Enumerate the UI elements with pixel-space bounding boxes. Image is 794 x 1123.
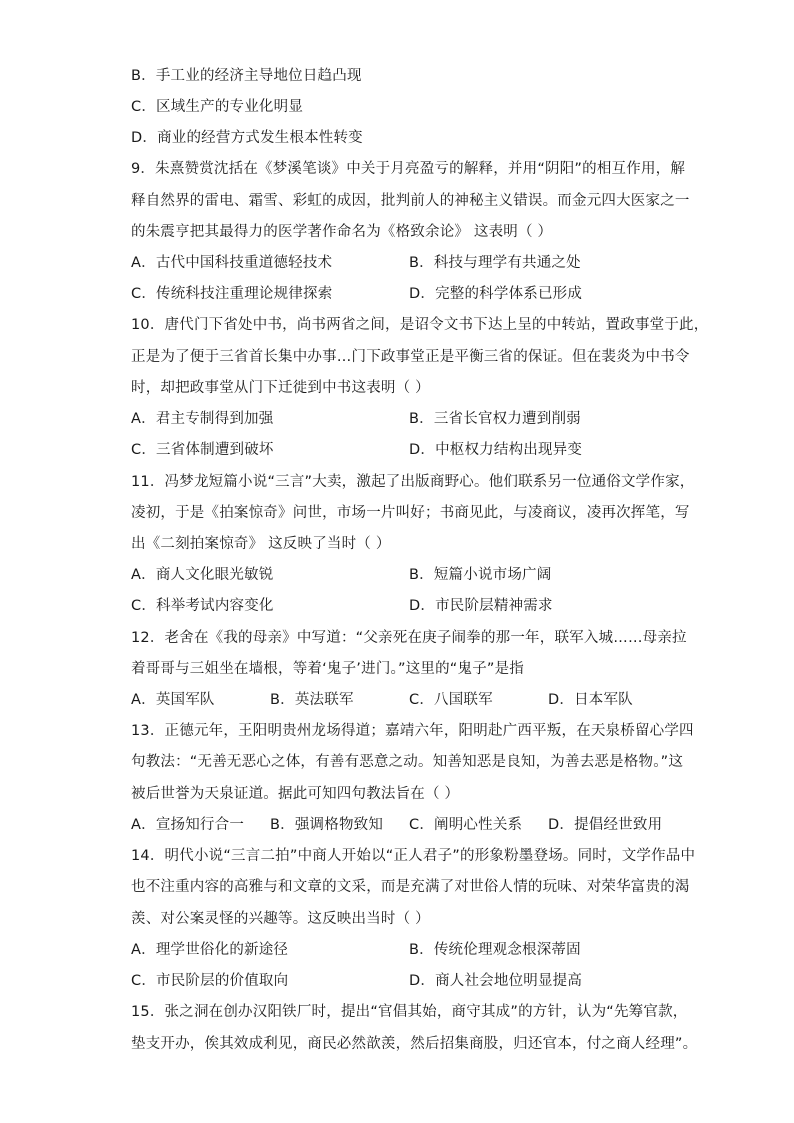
q12-option-a: A．英国军队 bbox=[131, 692, 215, 708]
q14-option-b: B．传统伦理观念根深蒂固 bbox=[409, 942, 581, 958]
q11-option-a: A．商人文化眼光敏锐 bbox=[131, 567, 274, 583]
q13-option-d: D．提倡经世致用 bbox=[548, 817, 663, 833]
question-14-text: 羡、对公案灵怪的兴趣等。这反映出当时（ ） bbox=[131, 911, 430, 927]
question-15-text: 15．张之洞在创办汉阳铁厂时，提出“官倡其始，商守其成”的方针，认为“先筹官款， bbox=[131, 1004, 688, 1020]
question-13-text: 被后世誉为天泉证道。据此可知四句教法旨在（ ） bbox=[131, 786, 460, 802]
q11-option-d: D．市民阶层精神需求 bbox=[409, 598, 553, 614]
q9-option-b: B．科技与理学有共通之处 bbox=[409, 255, 581, 271]
question-13-text: 句教法：“无善无恶心之体，有善有恶意之动。知善知恶是良知，为善去恶是格物。”这 bbox=[131, 754, 684, 770]
question-14-text: 也不注重内容的高雅与和文章的文采，而是充满了对世俗人情的玩味、对荣华富贵的渴 bbox=[131, 879, 690, 895]
question-10-text: 时，却把政事堂从门下迁徙到中书这表明（ ） bbox=[131, 380, 430, 396]
question-11-text: 出《二刻拍案惊奇》 这反映了当时（ ） bbox=[131, 536, 391, 552]
q11-option-c: C．科举考试内容变化 bbox=[131, 598, 274, 614]
question-13-text: 13．正德元年，王阳明贵州龙场得道；嘉靖六年，阳明赴广西平叛，在天泉桥留心学四 bbox=[131, 723, 694, 739]
question-10-text: 正是为了便于三省首长集中办事…门下政事堂正是平衡三省的保证。但在裴炎为中书令 bbox=[131, 349, 690, 365]
q14-option-a: A．理学世俗化的新途径 bbox=[131, 942, 289, 958]
question-11-text: 凌初，于是《拍案惊奇》问世，市场一片叫好；书商见此，与凌商议，凌再次挥笔，写 bbox=[131, 505, 690, 521]
question-11-text: 11．冯梦龙短篇小说“三言”大卖，激起了出版商野心。他们联系另一位通俗文学作家， bbox=[131, 474, 695, 490]
q13-option-c: C．阐明心性关系 bbox=[409, 817, 523, 833]
q9-option-a: A．古代中国科技重道德轻技术 bbox=[131, 255, 333, 271]
question-12-text: 12．老舍在《我的母亲》中写道：“父亲死在庚子闹拳的那一年，联军入城……母亲拉 bbox=[131, 630, 687, 646]
q9-option-d: D．完整的科学体系已形成 bbox=[409, 286, 583, 302]
q14-option-d: D．商人社会地位明显提高 bbox=[409, 973, 583, 989]
option-line: B．手工业的经济主导地位日趋凸现 bbox=[131, 68, 362, 84]
q10-option-c: C．三省体制遭到破坏 bbox=[131, 442, 274, 458]
question-9-text: 释自然界的雷电、霜雪、彩虹的成因，批判前人的神秘主义错误。而金元四大医家之一 bbox=[131, 193, 690, 209]
q10-option-b: B．三省长官权力遭到削弱 bbox=[409, 411, 581, 427]
q12-option-c: C．八国联军 bbox=[409, 692, 493, 708]
q12-option-d: D．日本军队 bbox=[548, 692, 633, 708]
question-9-text: 9．朱熹赞赏沈括在《梦溪笔谈》中关于月亮盈亏的解释，并用“阴阳”的相互作用，解 bbox=[131, 161, 686, 177]
question-10-text: 10．唐代门下省处中书，尚书两省之间，是诏令文书下达上呈的中转站，置政事堂于此， bbox=[131, 317, 709, 333]
q13-option-b: B．强调格物致知 bbox=[270, 817, 384, 833]
q11-option-b: B．短篇小说市场广阔 bbox=[409, 567, 552, 583]
q10-option-a: A．君主专制得到加强 bbox=[131, 411, 274, 427]
q13-option-a: A．宣扬知行合一 bbox=[131, 817, 245, 833]
option-line: C．区域生产的专业化明显 bbox=[131, 99, 304, 115]
question-15-text: 垫支开办，俟其效成利见，商民必然歆羡，然后招集商股，归还官本，付之商人经理”。 bbox=[131, 1036, 698, 1052]
option-line: D．商业的经营方式发生根本性转变 bbox=[131, 130, 363, 146]
q9-option-c: C．传统科技注重理论规律探索 bbox=[131, 286, 333, 302]
q10-option-d: D．中枢权力结构出现异变 bbox=[409, 442, 583, 458]
q12-option-b: B．英法联军 bbox=[270, 692, 354, 708]
question-12-text: 着哥哥与三姐坐在墙根，等着‘鬼子’进门。”这里的“鬼子”是指 bbox=[131, 661, 525, 677]
q14-option-c: C．市民阶层的价值取向 bbox=[131, 973, 289, 989]
question-9-text: 的朱震亨把其最得力的医学著作命名为《格致余论》 这表明（ ） bbox=[131, 224, 553, 240]
question-14-text: 14．明代小说“三言二拍”中商人开始以“正人君子”的形象粉墨登场。同时，文学作品中 bbox=[131, 848, 696, 864]
